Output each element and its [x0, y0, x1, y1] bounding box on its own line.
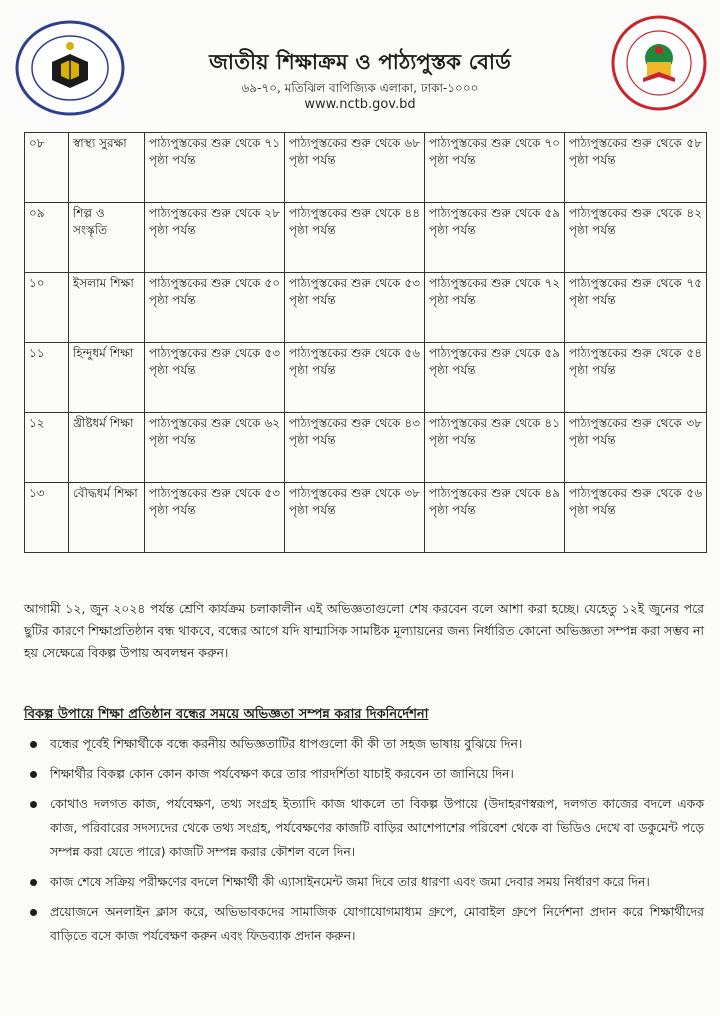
guideline-heading: বিকল্প উপায়ে শিক্ষা প্রতিষ্ঠান বন্ধের সময়ে অভিজ্ঞতা সম্পন্ন করার দিকনির্দেশনা — [24, 707, 429, 722]
list-item-text: কাজ শেষে সক্রিয় পরীক্ষণের বদলে শিক্ষার্থী কী এ্যাসাইনমেন্ট জমা দিবে তার ধারণা এবং জমা দেবার সময় নির্ধারণ করে দিন। — [50, 874, 650, 889]
board-address: ৬৯-৭০, মতিঝিল বাণিজ্যিক এলাকা, ঢাকা-১০০০ — [241, 81, 479, 95]
bullet-icon — [30, 879, 37, 886]
page-range-cell: পাঠ্যপুস্তকের শুরু থেকে ৪৯ পৃষ্ঠা পর্যন্ত — [425, 483, 565, 553]
bullet-icon — [30, 909, 37, 916]
table-row — [25, 203, 707, 273]
row-number: ১২ — [25, 413, 69, 483]
page-range-cell: পাঠ্যপুস্তকের শুরু থেকে ৪১ পৃষ্ঠা পর্যন্ত — [425, 413, 565, 483]
page-range-cell: পাঠ্যপুস্তকের শুরু থেকে ৪২ পৃষ্ঠা পর্যন্ত — [565, 203, 707, 273]
page-range-cell: পাঠ্যপুস্তকের শুরু থেকে ৭২ পৃষ্ঠা পর্যন্ত — [425, 273, 565, 343]
bullet-icon — [30, 771, 37, 778]
list-item — [24, 792, 704, 864]
guideline-list — [24, 732, 704, 954]
table-row — [25, 273, 707, 343]
row-number: ০৮ — [25, 133, 69, 203]
page-range-cell: পাঠ্যপুস্তকের শুরু থেকে ৭০ পৃষ্ঠা পর্যন্ত — [425, 133, 565, 203]
list-item — [24, 900, 704, 948]
board-website[interactable]: www.nctb.gov.bd — [304, 97, 416, 112]
page-range-table — [24, 132, 707, 553]
page-range-cell: পাঠ্যপুস্তকের শুরু থেকে ৫৪ পৃষ্ঠা পর্যন্ত — [565, 343, 707, 413]
nctb-logo — [14, 18, 126, 118]
row-number: ০৯ — [25, 203, 69, 273]
page-range-cell: পাঠ্যপুস্তকের শুরু থেকে ২৮ পৃষ্ঠা পর্যন্ত — [145, 203, 285, 273]
page-range-cell: পাঠ্যপুস্তকের শুরু থেকে ৬৮ পৃষ্ঠা পর্যন্ত — [285, 133, 425, 203]
page-range-cell: পাঠ্যপুস্তকের শুরু থেকে ৪৪ পৃষ্ঠা পর্যন্ত — [285, 203, 425, 273]
subject-name: শিল্প ও সংস্কৃতি — [69, 203, 145, 273]
page-range-cell: পাঠ্যপুস্তকের শুরু থেকে ৭১ পৃষ্ঠা পর্যন্ত — [145, 133, 285, 203]
table-row — [25, 133, 707, 203]
page-range-cell: পাঠ্যপুস্তকের শুরু থেকে ৪৩ পৃষ্ঠা পর্যন্ত — [285, 413, 425, 483]
subject-name: খ্রীষ্টধর্ম শিক্ষা — [69, 413, 145, 483]
page-range-cell: পাঠ্যপুস্তকের শুরু থেকে ৫৬ পৃষ্ঠা পর্যন্ত — [565, 483, 707, 553]
list-item — [24, 732, 704, 756]
row-number: ১৩ — [25, 483, 69, 553]
page-range-cell: পাঠ্যপুস্তকের শুরু থেকে ৫৯ পৃষ্ঠা পর্যন্ত — [425, 343, 565, 413]
row-number: ১১ — [25, 343, 69, 413]
list-item-text: শিক্ষার্থীর বিকল্প কোন কোন কাজ পর্যবেক্ষণ করে তার পারদর্শিতা যাচাই করবেন তা জানিয়ে দিন। — [50, 766, 514, 781]
list-item — [24, 870, 704, 894]
row-number: ১০ — [25, 273, 69, 343]
list-item-text: প্রয়োজনে অনলাইন ক্লাস করে, অভিভাবকদের সামাজিক যোগাযোগমাধ্যম গ্রুপে, মোবাইল গ্রুপে নির্দেশনা প্রদান করে শিক্ষার্থীদের বাড়িতে বসে কাজ পর্যবেক্ষণ করুন এবং ফিডব্যাক প্রদান করুন। — [50, 904, 704, 943]
subject-name: বৌদ্ধধর্ম শিক্ষা — [69, 483, 145, 553]
subject-name: স্বাস্থ্য সুরক্ষা — [69, 133, 145, 203]
list-item-text: বন্ধের পূর্বেই শিক্ষার্থীকে বন্ধে করনীয় অভিজ্ঞতাটির ধাপগুলো কী কী তা সহজ ভাষায় বুঝিয়ে দিন। — [50, 736, 523, 751]
page-range-cell: পাঠ্যপুস্তকের শুরু থেকে ৫০ পৃষ্ঠা পর্যন্ত — [145, 273, 285, 343]
bullet-icon — [30, 741, 37, 748]
page-range-cell: পাঠ্যপুস্তকের শুরু থেকে ৫৩ পৃষ্ঠা পর্যন্ত — [285, 273, 425, 343]
bullet-icon — [30, 801, 37, 808]
page-range-cell: পাঠ্যপুস্তকের শুরু থেকে ৫৯ পৃষ্ঠা পর্যন্ত — [425, 203, 565, 273]
page-range-cell: পাঠ্যপুস্তকের শুরু থেকে ৭৫ পৃষ্ঠা পর্যন্ত — [565, 273, 707, 343]
table-row — [25, 413, 707, 483]
page-range-cell: পাঠ্যপুস্তকের শুরু থেকে ৬২ পৃষ্ঠা পর্যন্ত — [145, 413, 285, 483]
table-row — [25, 483, 707, 553]
page-range-cell: পাঠ্যপুস্তকের শুরু থেকে ৫৩ পৃষ্ঠা পর্যন্ত — [145, 483, 285, 553]
table-row — [25, 343, 707, 413]
subject-name: হিন্দুধর্ম শিক্ষা — [69, 343, 145, 413]
education-emblem — [610, 14, 708, 112]
page-range-cell: পাঠ্যপুস্তকের শুরু থেকে ৫৬ পৃষ্ঠা পর্যন্ত — [285, 343, 425, 413]
notice-paragraph: আগামী ১২, জুন ২০২৪ পর্যন্ত শ্রেণি কার্যক্রম চলাকালীন এই অভিজ্ঞতাগুলো শেষ করবেন বলে আশা করা হচ্ছে। যেহেতু ১২ই জুনের পরে ছুটির কারণে শিক্ষাপ্রতিষ্ঠান বন্ধ থাকবে, বন্ধের আগে যদি ষান্মাসিক সামষ্টিক মূল্যায়নের জন্য নির্ধারিত কোনো অভিজ্ঞতা সম্পন্ন করা সম্ভব না হয় সেক্ষেত্রে বিকল্প উপায় অবলম্বন করুন। — [24, 601, 704, 660]
letterhead — [0, 0, 720, 130]
subject-name: ইসলাম শিক্ষা — [69, 273, 145, 343]
page-range-cell: পাঠ্যপুস্তকের শুরু থেকে ৫৮ পৃষ্ঠা পর্যন্ত — [565, 133, 707, 203]
page-range-cell: পাঠ্যপুস্তকের শুরু থেকে ৩৮ পৃষ্ঠা পর্যন্ত — [285, 483, 425, 553]
page-range-cell: পাঠ্যপুস্তকের শুরু থেকে ৫৩ পৃষ্ঠা পর্যন্ত — [145, 343, 285, 413]
page-range-cell: পাঠ্যপুস্তকের শুরু থেকে ৩৮ পৃষ্ঠা পর্যন্ত — [565, 413, 707, 483]
board-title: জাতীয় শিক্ষাক্রম ও পাঠ্যপুস্তক বোর্ড — [209, 50, 511, 74]
list-item — [24, 762, 704, 786]
list-item-text: কোথাও দলগত কাজ, পর্যবেক্ষণ, তথ্য সংগ্রহ ইত্যাদি কাজ থাকলে তা বিকল্প উপায়ে (উদাহরণস্বরূপ, দলগত কাজের বদলে একক কাজ, পরিবারের সদস্যদের থেকে তথ্য সংগ্রহ, পর্যবেক্ষণের কাজটি বাড়ির আশেপাশের পরিবেশ থেকে বা ভিডিও দেখে বা ডকুমেন্ট পড়ে সম্পন্ন করা যেতে পারে) কাজটি সম্পন্ন করার কৌশল বলে দিন। — [50, 796, 704, 859]
